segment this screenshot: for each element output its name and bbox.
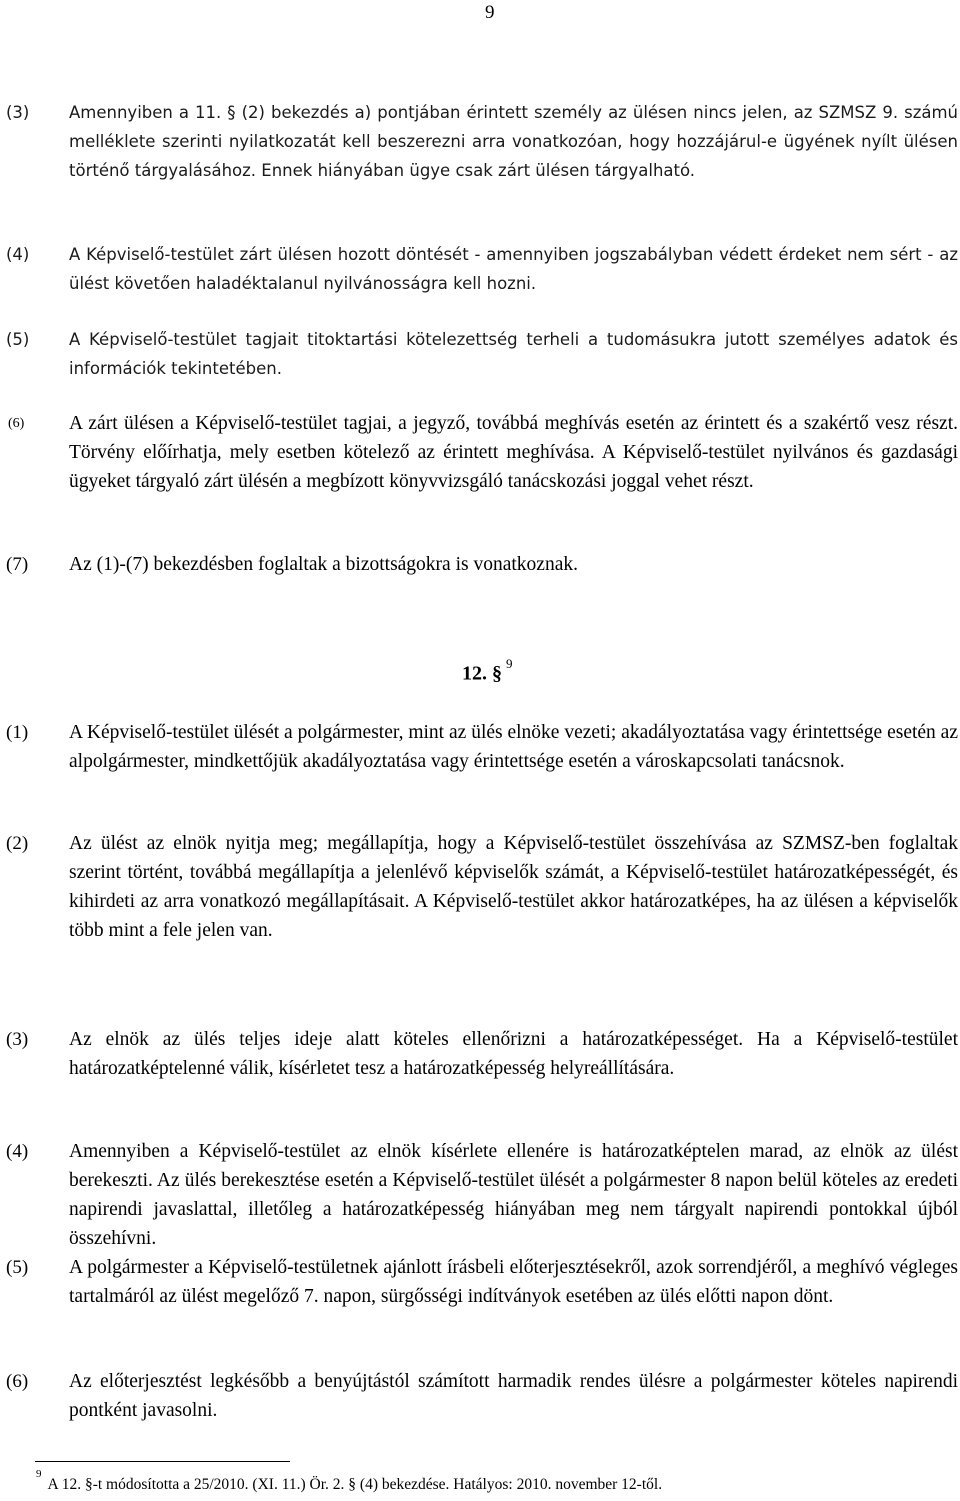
paragraph-3 xyxy=(0,1025,958,1083)
paragraph-6-pre xyxy=(0,409,958,496)
footnote xyxy=(36,1468,663,1494)
paragraph-number: (1) xyxy=(6,722,29,743)
paragraph-number: (3) xyxy=(6,103,30,122)
paragraph-number: (5) xyxy=(6,1257,29,1278)
paragraph-number: (5) xyxy=(6,330,30,349)
paragraph-5-pre xyxy=(0,326,958,384)
paragraph-number: (2) xyxy=(6,833,29,854)
paragraph-text: Az ülést az elnök nyitja meg; megállapítja, hogy a Képviselő-testület összehívása az SZMSZ-ben foglaltak szerint történt, továbbá megállapítja a jelenlévő képviselők számát, a Képviselő-testület határozatképességét, és kihirdeti az arra vonatkozó megállapításait. A Képviselő-testület akkor határozatképes, ha az ülésen a képviselők több mint a fele jelen van. xyxy=(69,833,958,941)
paragraph-number: (6) xyxy=(8,416,25,431)
paragraph-text: A Képviselő-testület tagjait titoktartási kötelezettség terheli a tudomásukra jutott személyes adatok és információk tekintetében. xyxy=(69,330,958,378)
paragraph-text: Az (1)-(7) bekezdésben foglaltak a bizottságokra is vonatkoznak. xyxy=(69,554,578,575)
paragraph-2 xyxy=(0,829,958,945)
paragraph-text: Amennyiben a 11. § (2) bekezdés a) pontjában érintett személy az ülésen nincs jelen, az SZMSZ 9. számú melléklete szerinti nyilatkozatát kell beszerezni arra vonatkozóan, hogy hozzájárul-e ügyének nyílt ülésen történő tárgyalásához. Ennek hiányában ügye csak zárt ülésen tárgyalható. xyxy=(69,103,958,180)
footnote-text: A 12. §-t módosította a 25/2010. (XI. 11.) Ör. 2. § (4) bekezdése. Hatályos: 2010. november 12-től. xyxy=(47,1476,663,1494)
section-heading xyxy=(462,656,513,686)
paragraph-text: Az előterjesztést legkésőbb a benyújtástól számított harmadik rendes ülésre a polgármester köteles napirendi pontként javasolni. xyxy=(69,1371,958,1421)
page-number: 9 xyxy=(485,2,495,23)
footnote-number: 9 xyxy=(36,1468,42,1480)
paragraph-number: (3) xyxy=(6,1029,29,1050)
footnote-divider xyxy=(35,1461,290,1462)
paragraph-4-pre xyxy=(0,241,958,299)
section-heading-text: 12. § xyxy=(462,662,502,685)
paragraph-4 xyxy=(0,1137,958,1253)
paragraph-number: (6) xyxy=(6,1371,29,1392)
paragraph-text: A polgármester a Képviselő-testületnek ajánlott írásbeli előterjesztésekről, azok sorrendjéről, a meghívó végleges tartalmáról az ülést megelőző 7. napon, sürgősségi indítványok esetében az ülés előtti napon dönt. xyxy=(69,1257,958,1307)
paragraph-7-pre xyxy=(0,550,958,579)
paragraph-text: A Képviselő-testület zárt ülésen hozott döntését - amennyiben jogszabályban védett érdeket nem sért - az ülést követően haladéktalanul nyilvánosságra kell hozni. xyxy=(69,245,958,293)
paragraph-text: Az elnök az ülés teljes ideje alatt köteles ellenőrizni a határozatképességet. Ha a Képviselő-testület határozatképtelenné válik, kísérletet tesz a határozatképesség helyreállítására. xyxy=(69,1029,958,1079)
paragraph-text: A zárt ülésen a Képviselő-testület tagjai, a jegyző, továbbá meghívás esetén az érintett és a szakértő vesz részt. Törvény előírhatja, mely esetben kötelező az érintett meghívása. A Képviselő-testület nyilvános és gazdasági ügyeket tárgyaló zárt ülésén a megbízott könyvvizsgáló tanácskozási joggal vehet részt. xyxy=(69,413,958,492)
paragraph-text: Amennyiben a Képviselő-testület az elnök kísérlete ellenére is határozatképtelen marad, az elnök az ülést berekeszti. Az ülés berekesztése esetén a Képviselő-testület ülését a polgármester 8 napon belül köteles az eredeti napirendi javaslattal, illetőleg a határozatképesség hiányában meg nem tárgyalt napirendi pontokkal újból összehívni. xyxy=(69,1141,958,1249)
paragraph-number: (7) xyxy=(6,554,29,575)
footnote-ref: 9 xyxy=(506,656,513,671)
paragraph-number: (4) xyxy=(6,1141,29,1162)
paragraph-6 xyxy=(0,1367,958,1425)
paragraph-5 xyxy=(0,1253,958,1311)
paragraph-3-pre xyxy=(0,99,958,185)
paragraph-1 xyxy=(0,718,958,776)
paragraph-text: A Képviselő-testület ülését a polgármester, mint az ülés elnöke vezeti; akadályoztatása vagy érintettsége esetén az alpolgármester, mindkettőjük akadályoztatása vagy érintettsége esetén a városkapcsolati tanácsnok. xyxy=(69,722,958,772)
paragraph-number: (4) xyxy=(6,245,30,264)
